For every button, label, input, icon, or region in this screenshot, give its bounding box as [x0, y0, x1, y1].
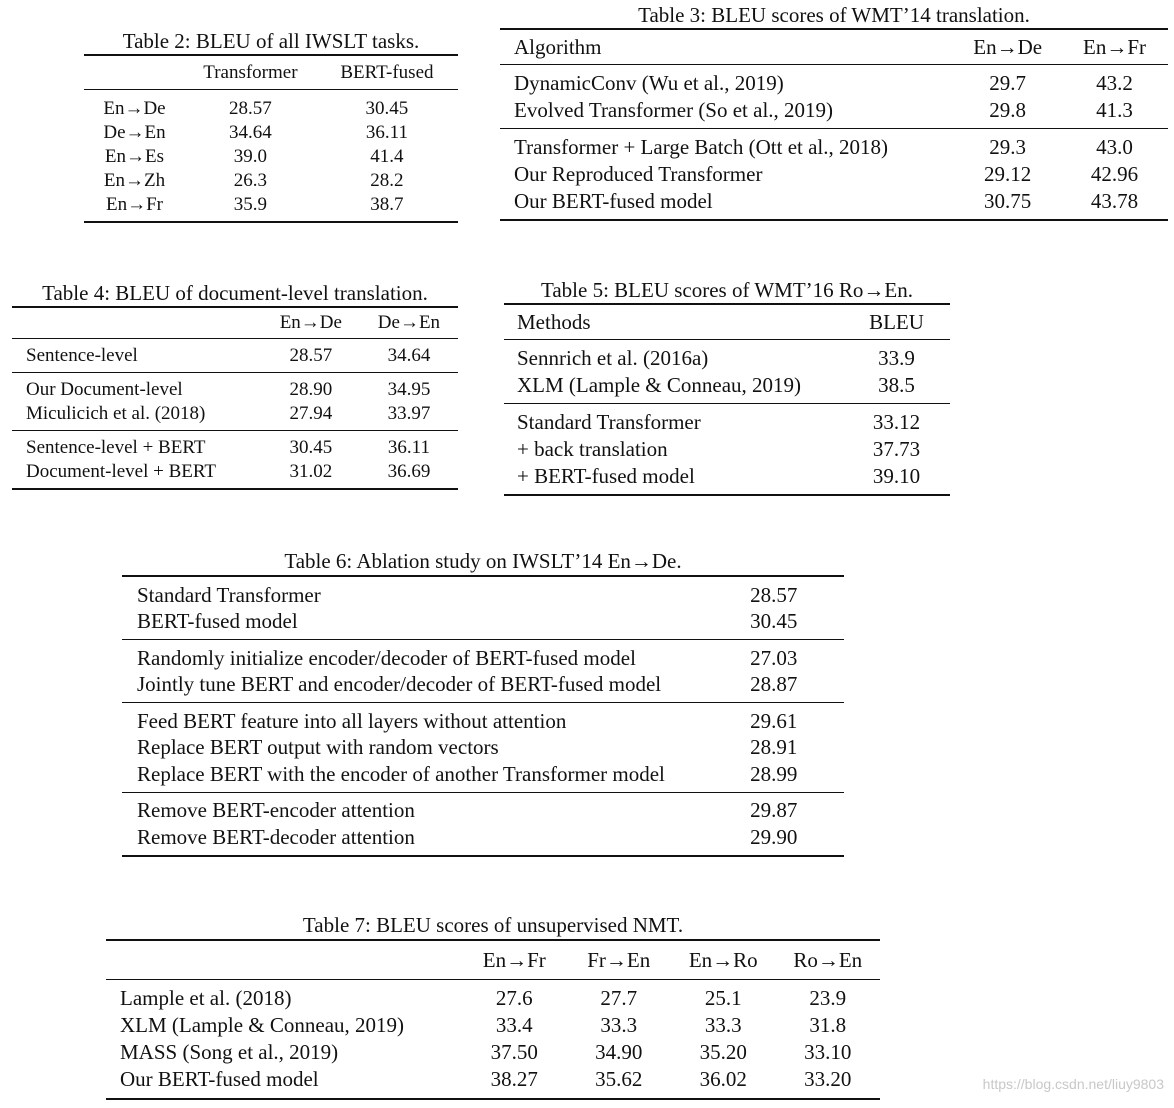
table-2-caption: Table 2: BLEU of all IWSLT tasks. — [122, 29, 420, 53]
table-cell: Feed BERT feature into all layers without attention — [137, 708, 567, 733]
table-cell: 28.57 — [289, 345, 333, 366]
table-cell: 29.3 — [989, 135, 1027, 159]
table-cell: 29.8 — [989, 98, 1027, 122]
table-3-header-row — [500, 29, 1168, 65]
table-row — [504, 340, 950, 373]
table-cell: En→Fr — [105, 194, 163, 215]
table-cell: 30.45 — [365, 98, 409, 119]
table-cell: 35.9 — [233, 194, 268, 215]
table-cell: Lample et al. (2018) — [120, 986, 292, 1010]
table-row — [12, 373, 458, 403]
table-2-grid — [84, 54, 458, 223]
table-cell: 37.73 — [872, 437, 921, 461]
table-cell: 28.99 — [750, 761, 798, 786]
table-row — [12, 339, 458, 373]
table-cell: 36.11 — [387, 437, 430, 458]
table-cell: 33.97 — [387, 403, 431, 424]
table-row — [122, 640, 844, 672]
table-row — [122, 761, 844, 792]
table-6-caption: Table 6: Ablation study on IWSLT’14 En→De. — [284, 549, 682, 573]
table-cell: Document-level + BERT — [26, 461, 217, 482]
table-cell: Evolved Transformer (So et al., 2019) — [514, 98, 834, 122]
table-cell: XLM (Lample & Conneau, 2019) — [517, 373, 802, 397]
table-row — [500, 97, 1168, 129]
table-cell: 42.96 — [1090, 162, 1139, 186]
table-row — [84, 169, 458, 193]
table-cell: Randomly initialize encoder/decoder of BERT-fused model — [137, 645, 636, 670]
table-5-caption: Table 5: BLEU scores of WMT’16 Ro→En. — [541, 278, 913, 302]
table-cell: 28.90 — [289, 379, 333, 400]
table-cell: 31.8 — [809, 1013, 847, 1037]
table-cell: Our BERT-fused model — [514, 189, 713, 213]
table-row — [12, 431, 458, 461]
watermark: https://blog.csdn.net/liuy9803 — [982, 1076, 1164, 1092]
table-2-header-cell — [84, 55, 185, 90]
table-cell: 28.57 — [229, 98, 272, 119]
table-cell: 25.1 — [704, 986, 742, 1010]
table-row — [84, 193, 458, 222]
table-cell: Miculicich et al. (2018) — [26, 403, 206, 424]
table-cell: 43.0 — [1096, 135, 1133, 159]
table-cell: 33.3 — [704, 1013, 742, 1037]
table-row — [122, 703, 844, 735]
table-cell: 34.95 — [387, 379, 431, 400]
table-4 — [12, 280, 458, 490]
table-row — [106, 1039, 880, 1066]
table-cell: 29.87 — [750, 798, 798, 823]
table-cell: 29.61 — [750, 708, 798, 733]
table-cell: 33.12 — [872, 410, 921, 434]
table-row — [504, 463, 950, 495]
table-cell: 33.4 — [495, 1013, 533, 1037]
table-cell: Standard Transformer — [137, 582, 321, 607]
table-2-header-cell: Transformer — [203, 61, 298, 83]
table-row — [122, 735, 844, 762]
table-cell: Our BERT-fused model — [120, 1067, 319, 1091]
table-6 — [122, 547, 844, 857]
table-cell: 34.64 — [387, 345, 431, 366]
table-cell: 31.02 — [289, 461, 333, 482]
table-2-header-row — [84, 55, 458, 90]
table-row — [500, 65, 1168, 98]
table-row — [84, 90, 458, 122]
table-cell: Our Reproduced Transformer — [514, 162, 763, 186]
table-5-header-row — [504, 304, 950, 340]
table-row — [122, 792, 844, 824]
table-3-header-cell: En→Fr — [1083, 34, 1147, 59]
table-cell: Remove BERT-decoder attention — [137, 824, 415, 849]
table-cell: En→De — [103, 98, 166, 119]
table-cell: 30.75 — [984, 189, 1032, 213]
table-cell: Sentence-level + BERT — [26, 437, 206, 458]
table-7-header-cell: Ro→En — [793, 947, 863, 972]
table-cell: 30.45 — [289, 437, 333, 458]
table-cell: 27.6 — [495, 986, 533, 1010]
table-cell: En→Zh — [103, 170, 166, 191]
table-7-header-cell: Fr→En — [587, 947, 651, 972]
table-cell: 43.78 — [1090, 189, 1139, 213]
table-row — [500, 129, 1168, 162]
table-cell: MASS (Song et al., 2019) — [120, 1040, 339, 1064]
table-cell: 27.03 — [750, 645, 798, 670]
table-cell: De→En — [103, 122, 166, 143]
table-7-caption: Table 7: BLEU scores of unsupervised NMT. — [302, 913, 684, 937]
table-row — [106, 1012, 880, 1039]
table-3-header-cell: En→De — [973, 34, 1043, 59]
table-cell: + back translation — [517, 437, 668, 461]
table-cell: Sentence-level — [26, 345, 138, 366]
table-row — [504, 436, 950, 463]
table-7-header-row — [106, 940, 880, 980]
table-cell: 41.3 — [1096, 98, 1133, 122]
table-row — [84, 145, 458, 169]
table-row — [500, 161, 1168, 188]
table-3 — [500, 2, 1168, 221]
table-cell: 38.27 — [490, 1067, 538, 1091]
table-cell: 23.9 — [809, 986, 847, 1010]
table-cell: Sennrich et al. (2016a) — [517, 346, 709, 370]
table-7-header-cell: En→Fr — [482, 947, 546, 972]
table-cell: 35.20 — [699, 1040, 747, 1064]
table-row — [122, 576, 844, 609]
table-cell: Jointly tune BERT and encoder/decoder of BERT-fused model — [137, 672, 662, 697]
table-5-header-cell: Methods — [517, 309, 591, 334]
table-cell: Transformer + Large Batch (Ott et al., 2018) — [514, 135, 889, 159]
table-cell: 39.0 — [233, 146, 268, 167]
table-5-header-cell: BLEU — [869, 309, 924, 334]
table-7-grid — [106, 939, 880, 1100]
table-cell: 27.94 — [289, 403, 333, 424]
table-row — [504, 404, 950, 437]
table-row — [12, 402, 458, 431]
table-cell: 39.10 — [872, 464, 921, 488]
table-5-grid — [504, 303, 950, 496]
table-cell: 38.5 — [878, 373, 915, 397]
table-cell: DynamicConv (Wu et al., 2019) — [514, 71, 784, 95]
table-cell: 27.7 — [600, 986, 638, 1010]
table-cell: 38.7 — [370, 194, 404, 215]
table-cell: 36.02 — [699, 1067, 747, 1091]
table-cell: 33.9 — [878, 346, 915, 370]
table-cell: 33.20 — [804, 1067, 852, 1091]
table-4-grid — [12, 306, 458, 490]
table-4-header-cell — [12, 307, 262, 339]
table-cell: 34.64 — [229, 122, 272, 143]
table-cell: 30.45 — [750, 609, 798, 634]
table-cell: 28.57 — [750, 582, 798, 607]
table-7-header-cell — [106, 940, 462, 980]
table-cell: 33.3 — [600, 1013, 638, 1037]
table-row — [84, 121, 458, 145]
table-3-caption: Table 3: BLEU scores of WMT’14 translation. — [638, 3, 1030, 27]
table-row — [122, 672, 844, 703]
table-2 — [84, 28, 458, 223]
table-cell: 28.87 — [750, 672, 798, 697]
table-row — [12, 460, 458, 489]
table-6-grid — [122, 575, 844, 857]
table-row — [106, 980, 880, 1013]
table-7-header-cell: En→Ro — [688, 947, 758, 972]
table-5 — [504, 277, 950, 496]
table-cell: 33.10 — [804, 1040, 852, 1064]
table-row — [106, 1066, 880, 1099]
table-cell: 41.4 — [370, 146, 404, 167]
table-cell: 29.90 — [750, 824, 798, 849]
table-4-header-cell: De→En — [377, 312, 441, 333]
table-cell: 28.2 — [370, 170, 404, 191]
table-cell: 29.7 — [989, 71, 1027, 95]
table-cell: 37.50 — [490, 1040, 538, 1064]
table-cell: BERT-fused model — [137, 609, 298, 634]
table-cell: Remove BERT-encoder attention — [137, 798, 415, 823]
table-4-header-cell: En→De — [279, 312, 342, 333]
table-2-header-cell: BERT-fused — [340, 61, 434, 83]
table-cell: Replace BERT with the encoder of another Transformer model — [137, 761, 665, 786]
table-cell: XLM (Lample & Conneau, 2019) — [120, 1013, 405, 1037]
table-cell: 28.91 — [750, 735, 798, 760]
table-cell: + BERT-fused model — [517, 464, 695, 488]
table-cell: En→Es — [104, 146, 165, 167]
table-row — [500, 188, 1168, 220]
table-4-caption: Table 4: BLEU of document-level translation. — [42, 281, 428, 305]
table-cell: 29.12 — [984, 162, 1032, 186]
table-cell: 36.69 — [387, 461, 431, 482]
table-row — [504, 372, 950, 404]
table-cell: Standard Transformer — [517, 410, 701, 434]
table-cell: 35.62 — [595, 1067, 643, 1091]
table-row — [122, 609, 844, 640]
table-cell: 36.11 — [365, 122, 408, 143]
table-4-header-row — [12, 307, 458, 339]
table-row — [122, 824, 844, 856]
table-cell: Replace BERT output with random vectors — [137, 735, 499, 760]
table-cell: Our Document-level — [26, 379, 183, 400]
table-cell: 43.2 — [1096, 71, 1133, 95]
table-7 — [106, 911, 880, 1100]
table-cell: 34.90 — [595, 1040, 643, 1064]
table-3-grid — [500, 28, 1168, 221]
table-cell: 26.3 — [233, 170, 268, 191]
table-3-header-cell: Algorithm — [514, 34, 602, 59]
